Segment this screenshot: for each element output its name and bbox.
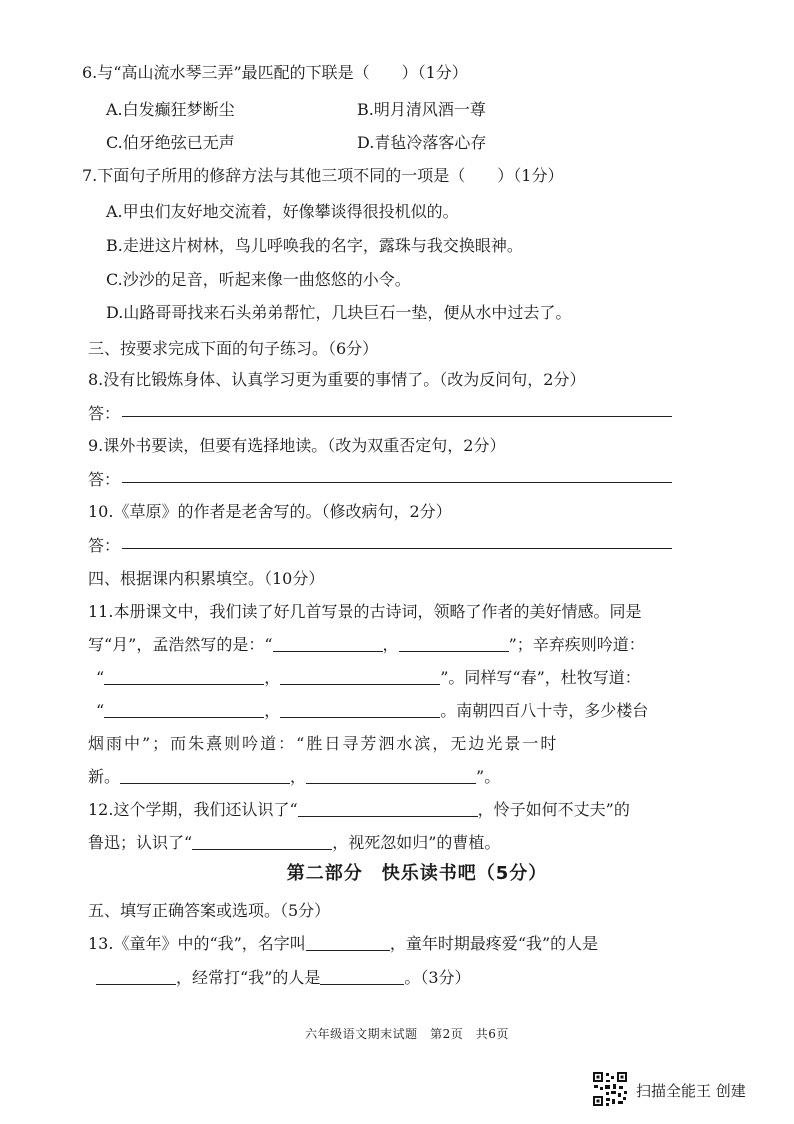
q11-line-2-lead: 写“月”，孟浩然写的是：“ [88, 635, 273, 654]
q13-line-1 [88, 933, 794, 955]
qr-code-icon [592, 1071, 628, 1107]
q10-text: 10.《草原》的作者是老舍写的。（修改病句，2分） [88, 502, 452, 521]
section-4-heading: 四、根据课内积累填空。（10分） [88, 569, 325, 588]
q11-blank-4[interactable] [280, 668, 440, 685]
q13-line-1-tail: ，童年时期最疼爱“我”的人是 [389, 934, 599, 953]
q7-option-a: A.甲虫们友好地交流着，好像攀谈得很投机似的。 [106, 202, 459, 221]
q11-line-6-tail: ”。 [476, 767, 501, 786]
q7-option-b: B.走进这片树林，鸟儿呼唤我的名字，露珠与我交换眼神。 [106, 236, 523, 255]
q12-line-2-tail: ，视死忽如归”的曹植。 [332, 833, 501, 852]
q7-option-d: D.山路哥哥找来石头弟弟帮忙，几块巨石一垫，便从水中过去了。 [106, 303, 572, 322]
q11-line-3-comma: ， [264, 668, 281, 687]
q9-answer-label: 答： [88, 470, 121, 489]
q6-stem: 6.与“高山流水琴三弄”最匹配的下联是（ ）（1分） [82, 63, 468, 82]
q8-text: 8.没有比锻炼身体、认真学习更为重要的事情了。（改为反问句，2分） [88, 370, 586, 389]
q13-line-1-lead: 13.《童年》中的“我”，名字叫 [88, 934, 306, 953]
q11-blank-6[interactable] [280, 701, 440, 718]
scanner-brand-label: 扫描全能王 创建 [636, 1082, 746, 1100]
q6-option-a: A.白发癫狂梦断尘 [106, 100, 235, 119]
q11-line-4-comma: ， [264, 701, 281, 720]
section-3-heading: 三、按要求完成下面的句子练习。（6分） [88, 339, 379, 358]
q11-line-6-lead: 新。 [88, 767, 121, 786]
q13-blank-1[interactable] [306, 934, 390, 951]
q12-line-2-lead: 鲁迅；认识了“ [88, 833, 193, 852]
q12-blank-1[interactable] [298, 800, 478, 817]
q7-option-c: C.沙沙的足音，听起来像一曲悠悠的小令。 [106, 270, 411, 289]
q9-text: 9.课外书要读，但要有选择地读。（改为双重否定句，2分） [88, 436, 506, 455]
q11-line-3 [96, 667, 794, 689]
part-2-title: 第二部分 快乐读书吧（5分） [286, 863, 548, 884]
q13-line-2-mid: ，经常打“我”的人是 [176, 968, 321, 987]
q11-line-2-tail: ”；辛弃疾则吟道： [508, 635, 645, 654]
q11-line-3-tail: ”。同样写“春”，杜牧写道： [440, 668, 641, 687]
q6-option-b: B.明月清风酒一尊 [357, 100, 486, 119]
q11-blank-5[interactable] [104, 701, 264, 718]
q11-line-4 [96, 700, 794, 722]
q12-line-2 [88, 832, 794, 854]
q10-answer-label: 答： [88, 536, 121, 555]
q11-line-6-comma: ， [290, 767, 307, 786]
q11-blank-3[interactable] [104, 668, 264, 685]
q13-blank-3[interactable] [320, 968, 404, 985]
q13-blank-2[interactable] [96, 968, 176, 985]
q11-line-1: 11.本册课文中，我们读了好几首写景的古诗词，领略了作者的美好情感。同是 [88, 602, 642, 621]
q12-line-1 [88, 799, 794, 821]
q11-line-4-lead: “ [96, 701, 105, 720]
q12-line-1-lead: 12.这个学期，我们还认识了“ [88, 800, 298, 819]
q13-line-2 [96, 967, 794, 989]
q11-blank-7[interactable] [120, 767, 290, 784]
q9-answer-line[interactable] [122, 482, 672, 483]
q13-line-2-tail: 。（3分） [404, 968, 471, 987]
q11-line-3-lead: “ [96, 668, 105, 687]
q11-blank-1[interactable] [273, 635, 383, 652]
q8-answer-label: 答： [88, 404, 121, 423]
q12-blank-2[interactable] [192, 833, 332, 850]
q11-blank-2[interactable] [399, 635, 509, 652]
q11-line-2 [88, 634, 794, 656]
page-footer: 六年级语文期末试题 第2页 共6页 [305, 1027, 509, 1041]
q6-option-c: C.伯牙绝弦已无声 [106, 133, 235, 152]
q10-answer-line[interactable] [122, 548, 672, 549]
q12-line-1-tail: ，怜子如何不丈夫”的 [477, 800, 630, 819]
q11-blank-8[interactable] [306, 767, 476, 784]
q8-answer-line[interactable] [122, 416, 672, 417]
q7-stem: 7.下面句子所用的修辞方法与其他三项不同的一项是（ ）（1分） [82, 166, 564, 185]
q11-line-6 [88, 766, 794, 788]
q11-line-4-tail: 。南朝四百八十寺，多少楼台 [440, 701, 649, 720]
q11-line-2-comma: ， [382, 635, 399, 654]
q11-line-5: 烟雨中”；而朱熹则吟道：“胜日寻芳泗水滨，无边光景一时 [88, 734, 559, 753]
section-5-heading: 五、填写正确答案或选项。（5分） [88, 901, 331, 920]
q6-option-d: D.青毡冷落客心存 [357, 133, 487, 152]
